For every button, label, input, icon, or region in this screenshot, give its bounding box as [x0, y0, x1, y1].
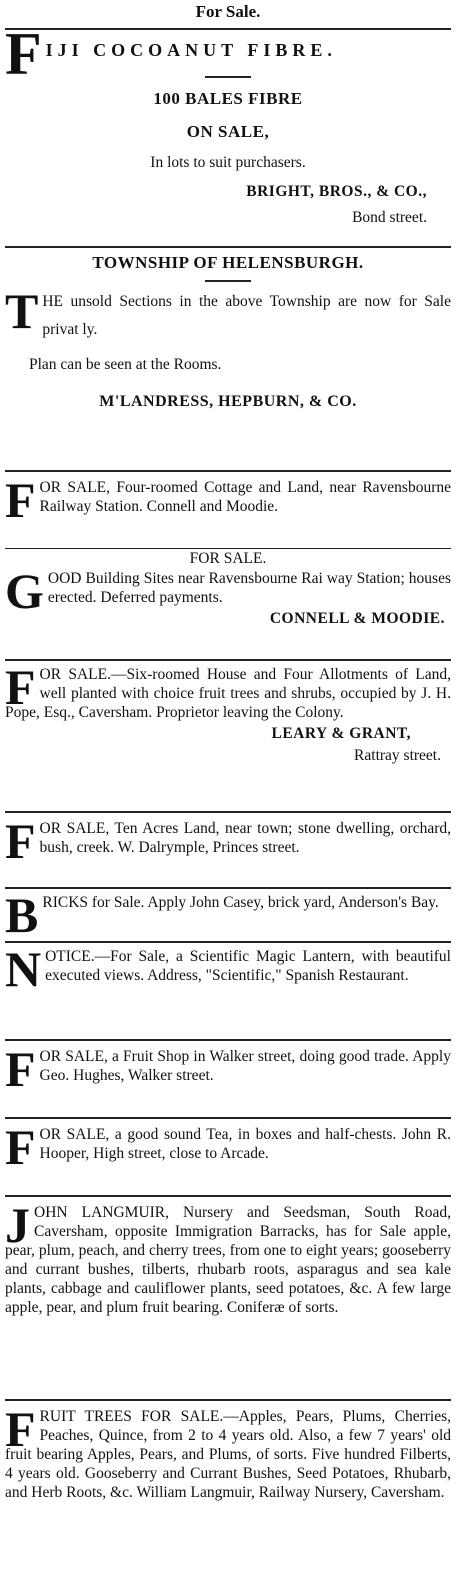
ad-body: OR SALE, a good sound Tea, in boxes and half-chests. John R. Hooper, High street, close to Arcade. [39, 1126, 451, 1162]
ad-body: RUIT TREES FOR SALE.—Apples, Pears, Plums, Cherries, Peaches, Quince, from 2 to 4 years old. Also, a few 7 years' old fruit bearing Apples, Pears, and Plums, of sorts. Five hundred Filberts, 4 years old. Gooseberry and Currant Bushes, Seed Potatoes, Rhubarb, and Herb Roots, &c. William Langmuir, Railway Nursery, Caversham. [5, 1408, 451, 1501]
ad-signature: M'LANDRESS, HEPBURN, & CO. [99, 393, 357, 410]
ad-helensburgh [5, 248, 451, 470]
drop-cap: J [5, 1197, 30, 1253]
ad-body: OOD Building Sites near Ravensbourne Rai way Station; houses erected. Deferred payments. [47, 570, 451, 606]
drop-cap: F [5, 21, 42, 87]
ad-tea [5, 1119, 451, 1195]
ad-body: OR SALE.—Six-roomed House and Four Allotments of Land, well planted with choice fruit trees and shrubs, occupied by J. H. Pope, Esq., Caversham. Proprietor leaving the Colony. [5, 666, 451, 721]
short-rule [205, 76, 251, 78]
ad-cottage [5, 472, 451, 548]
ad-ten-acres [5, 813, 451, 887]
ad-body: OTICE.—For Sale, a Scientific Magic Lantern, with beautiful executed views. Address, "Scientific," Spanish Restaurant. [45, 948, 451, 984]
ad-signature: LEARY & GRANT, [271, 725, 411, 742]
drop-cap: F [5, 813, 36, 869]
ad-signature: BRIGHT, BROS., & CO., [246, 183, 427, 200]
ad-address: Bond street. [352, 209, 427, 226]
drop-cap: F [5, 1401, 36, 1457]
ad-line: 100 BALES FIBRE [153, 89, 303, 108]
ad-body: OR SALE, Ten Acres Land, near town; stone dwelling, orchard, bush, creek. W. Dalrymple, Princes street. [39, 820, 451, 856]
short-rule [205, 280, 251, 282]
ad-title: IJI COCOANUT FIBRE. [45, 40, 337, 60]
ad-john-langmuir [5, 1197, 451, 1399]
ad-bricks [5, 889, 451, 941]
drop-cap: G [5, 563, 44, 619]
ad-title: FOR SALE. [189, 550, 267, 567]
drop-cap: B [5, 887, 39, 943]
ad-line: In lots to suit purchasers. [150, 154, 306, 171]
ad-body: HE unsold Sections in the above Township are now for Sale privat ly. [42, 293, 451, 338]
section-heading: For Sale. [195, 2, 261, 21]
ad-fruit-trees [5, 1401, 451, 1577]
ad-fruit-shop [5, 1041, 451, 1117]
ad-address: Rattray street. [354, 747, 441, 764]
drop-cap: F [5, 472, 36, 528]
ad-body: OHN LANGMUIR, Nursery and Seedsman, South Road, Caversham, opposite Immigration Barracks, has for Sale apple, pear, plum, peach, and cherry trees, from one to eight years; gooseberry and currant bushes, tilberts, rhubarb roots, asparagus and sea kale plants, cabbage and cauliflower plants, seed potatoes, &c. A few large apple, pear, and plum fruit bearing. Coniferæ of sorts. [5, 1204, 451, 1316]
drop-cap: F [5, 659, 36, 715]
ad-signature: CONNELL & MOODIE. [269, 610, 445, 627]
drop-cap: F [5, 1119, 36, 1175]
ad-magic-lantern [5, 943, 451, 1039]
ad-body: RICKS for Sale. Apply John Casey, brick yard, Anderson's Bay. [42, 894, 439, 911]
ad-line: Plan can be seen at the Rooms. [29, 356, 222, 373]
ad-fiji-fibre [5, 21, 451, 246]
ad-body: OR SALE, Four-roomed Cottage and Land, near Ravensbourne Railway Station. Connell and Moodie. [39, 479, 451, 515]
ad-title: TOWNSHIP OF HELENSBURGH. [92, 253, 364, 272]
ad-line: ON SALE, [186, 122, 270, 141]
ad-body: OR SALE, a Fruit Shop in Walker street, doing good trade. Apply Geo. Hughes, Walker street. [39, 1048, 451, 1084]
ad-building-sites [5, 549, 451, 659]
ad-six-roomed-house [5, 661, 451, 811]
drop-cap: N [5, 941, 42, 997]
drop-cap: T [5, 283, 39, 339]
drop-cap: F [5, 1041, 36, 1097]
